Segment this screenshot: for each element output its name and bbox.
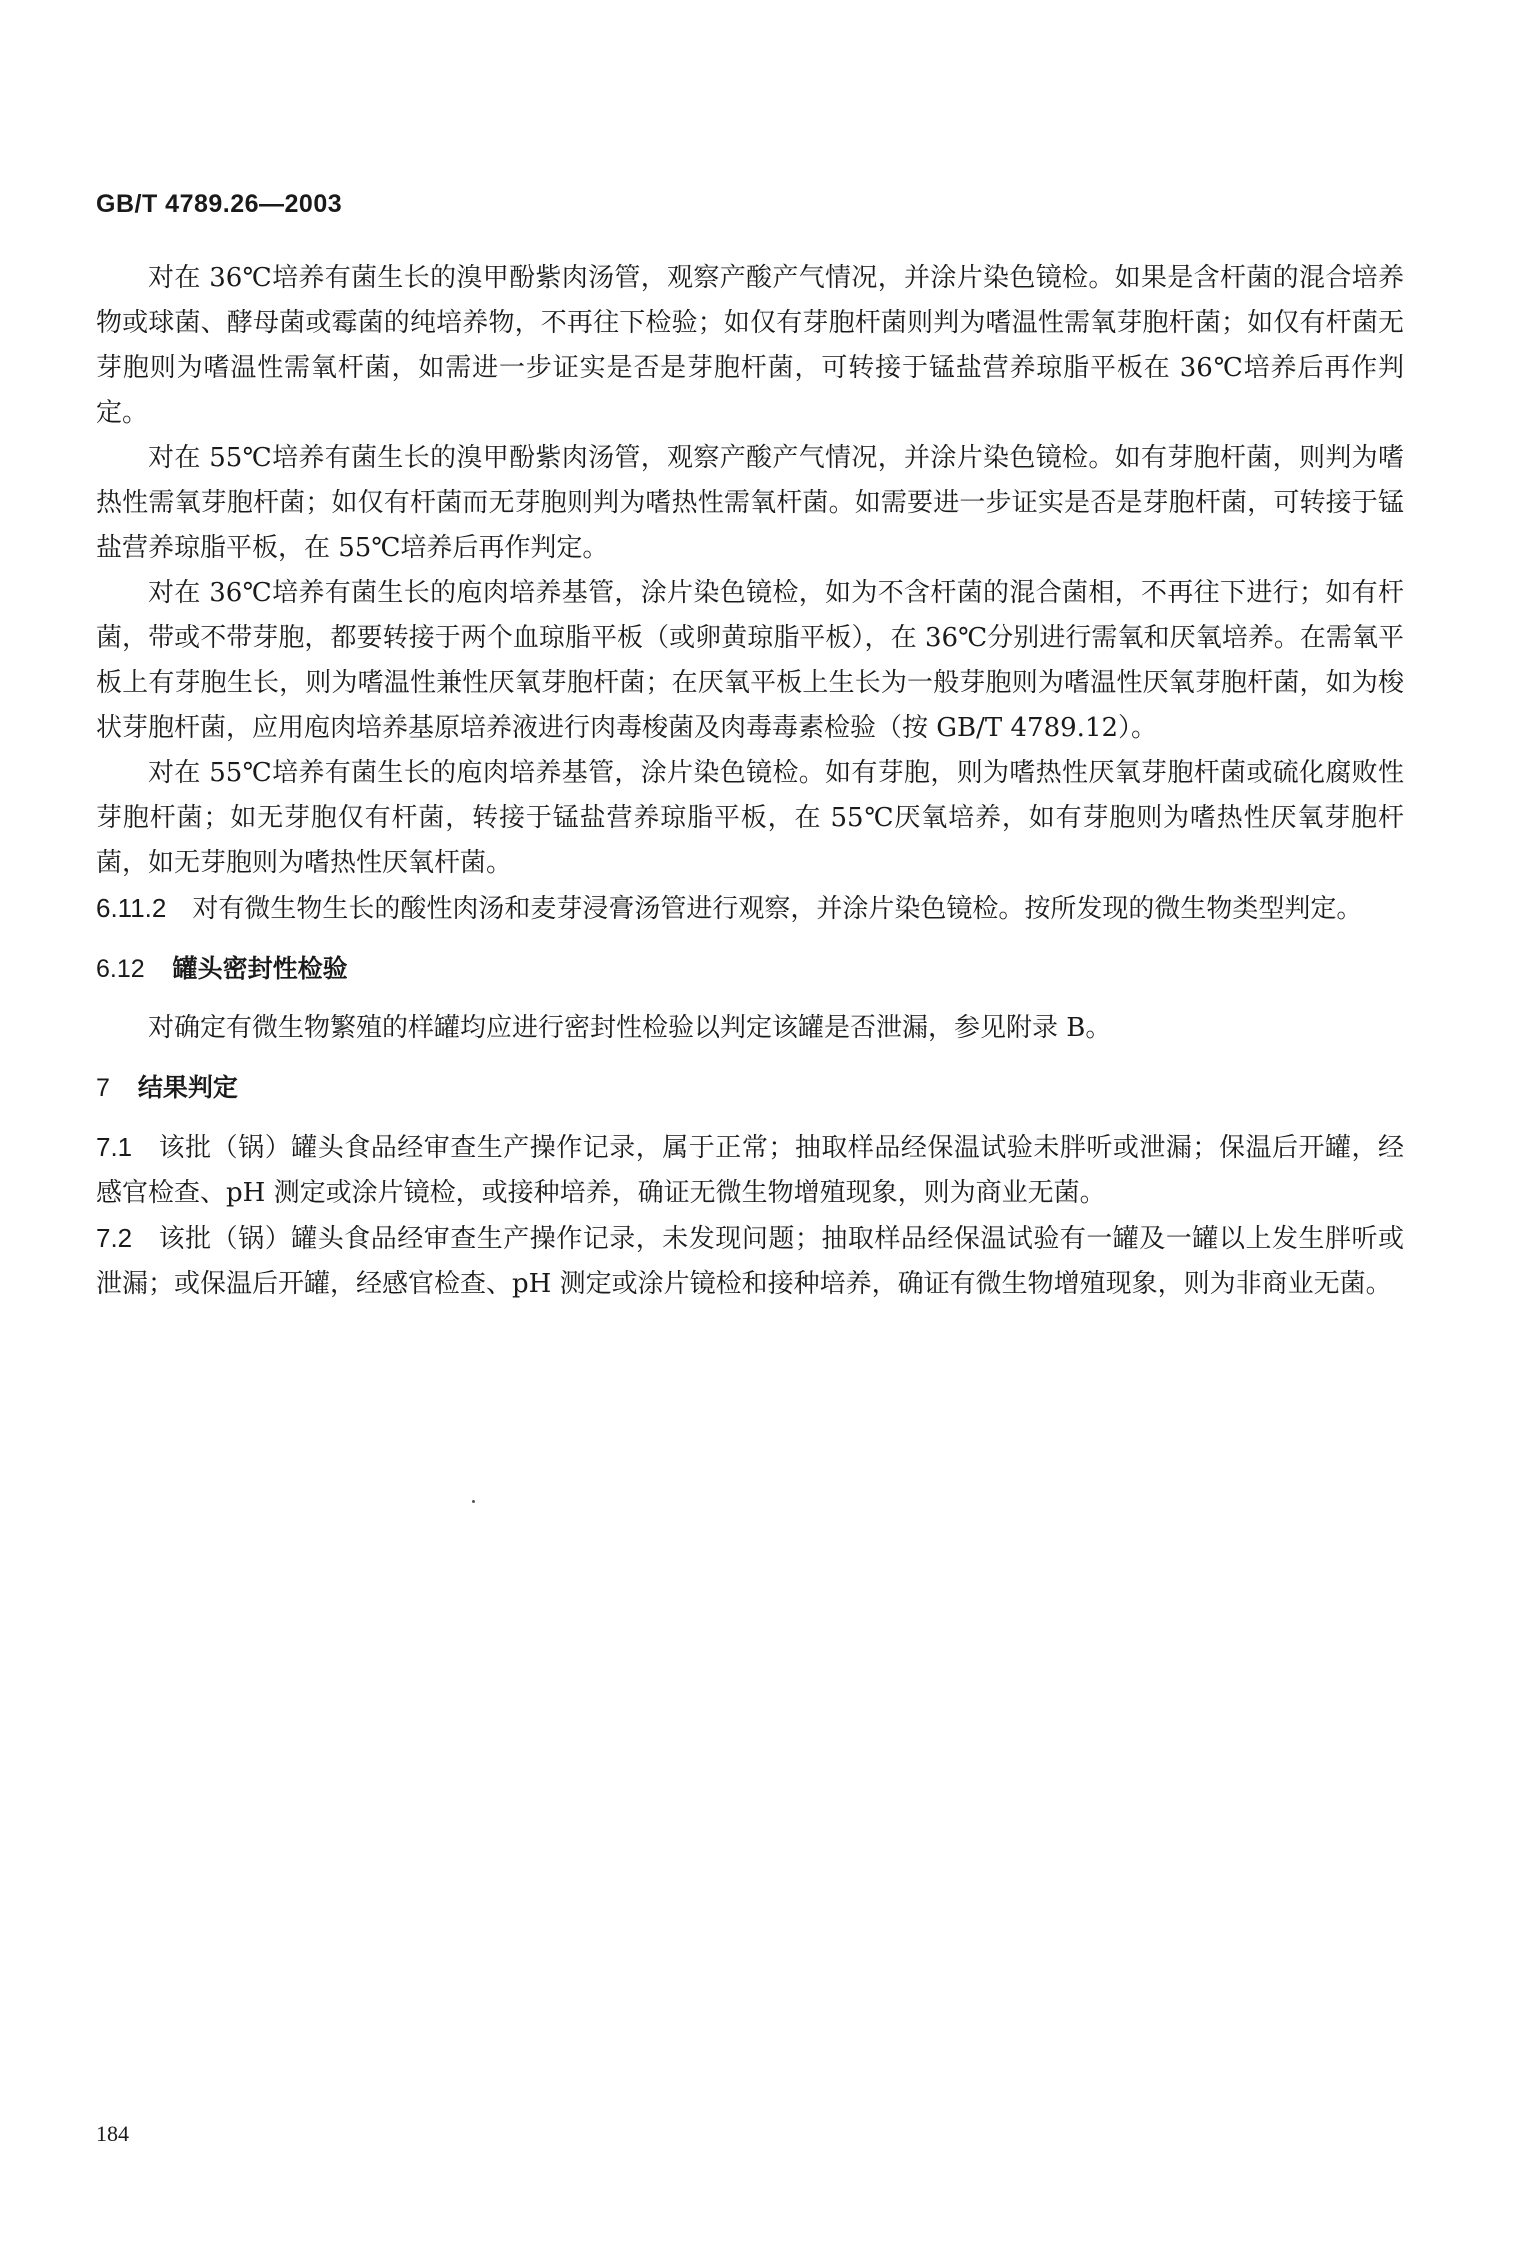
clause-text: 该批（锅）罐头食品经审查生产操作记录，未发现问题；抽取样品经保温试验有一罐及一罐以上发生胖听或泄漏；或保温后开罐，经感官检查、pH 测定或涂片镜检和接种培养，确证有微生物增殖现象，则为非商业无菌。 (96, 1224, 1404, 1299)
paragraph-55c-bromocresol: 对在 55℃培养有菌生长的溴甲酚紫肉汤管，观察产酸产气情况，并涂片染色镜检。如有芽胞杆菌，则判为嗜热性需氧芽胞杆菌；如仅有杆菌而无芽胞则判为嗜热性需氧杆菌。如需要进一步证实是否是芽胞杆菌，可转接于锰盐营养琼脂平板，在 55℃培养后再作判定。 (96, 443, 1404, 563)
document-id: GB/T 4789.26—2003 (96, 190, 343, 218)
clause-7-1 (96, 1125, 1404, 1216)
paragraph-seal-test: 对确定有微生物繁殖的样罐均应进行密封性检验以判定该罐是否泄漏，参见附录 B。 (148, 1013, 1112, 1043)
clause-text: 对有微生物生长的酸性肉汤和麦芽浸膏汤管进行观察，并涂片染色镜检。按所发现的微生物类型判定。 (192, 894, 1363, 924)
section-number: 7 (96, 1074, 110, 1102)
clause-number: 6.11.2 (96, 893, 167, 923)
clause-7-2 (96, 1216, 1404, 1307)
clause-number: 7.1 (96, 1132, 133, 1162)
paragraph-36c-bromocresol: 对在 36℃培养有菌生长的溴甲酚紫肉汤管，观察产酸产气情况，并涂片染色镜检。如果是含杆菌的混合培养物或球菌、酵母菌或霉菌的纯培养物，不再往下检验；如仅有芽胞杆菌则判为嗜温性需氧芽胞杆菌；如仅有杆菌无芽胞则为嗜温性需氧杆菌，如需进一步证实是否是芽胞杆菌，可转接于锰盐营养琼脂平板在 36℃培养后再作判定。 (96, 263, 1404, 428)
scan-speck (472, 1500, 475, 1503)
section-number: 6.12 (96, 955, 145, 983)
paragraph-36c-cooked-meat: 对在 36℃培养有菌生长的庖肉培养基管，涂片染色镜检，如为不含杆菌的混合菌相，不再往下进行；如有杆菌，带或不带芽胞，都要转接于两个血琼脂平板（或卵黄琼脂平板），在 36℃分别进行需氧和厌氧培养。在需氧平板上有芽胞生长，则为嗜温性兼性厌氧芽胞杆菌；在厌氧平板上生长为一般芽胞则为嗜温性厌氧芽胞杆菌，如为梭状芽胞杆菌，应用庖肉培养基原培养液进行肉毒梭菌及肉毒毒素检验（按 GB/T 4789.12）。 (96, 578, 1404, 743)
document-body (96, 256, 1404, 1307)
clause-text: 该批（锅）罐头食品经审查生产操作记录，属于正常；抽取样品经保温试验未胖听或泄漏；保温后开罐，经感官检查、pH 测定或涂片镜检，或接种培养，确证无微生物增殖现象，则为商业无菌。 (96, 1133, 1404, 1208)
section-title: 结果判定 (137, 1073, 238, 1102)
clause-6-11-2 (96, 886, 1404, 932)
paragraph-55c-cooked-meat: 对在 55℃培养有菌生长的庖肉培养基管，涂片染色镜检。如有芽胞，则为嗜热性厌氧芽胞杆菌或硫化腐败性芽胞杆菌；如无芽胞仅有杆菌，转接于锰盐营养琼脂平板，在 55℃厌氧培养，如有芽胞则为嗜热性厌氧芽胞杆菌，如无芽胞则为嗜热性厌氧杆菌。 (96, 758, 1404, 878)
page-number: 184 (96, 2121, 129, 2146)
clause-number: 7.2 (96, 1223, 133, 1253)
section-title: 罐头密封性检验 (172, 954, 348, 983)
section-heading-7 (96, 1065, 1404, 1111)
section-heading-6-12 (96, 946, 1404, 992)
